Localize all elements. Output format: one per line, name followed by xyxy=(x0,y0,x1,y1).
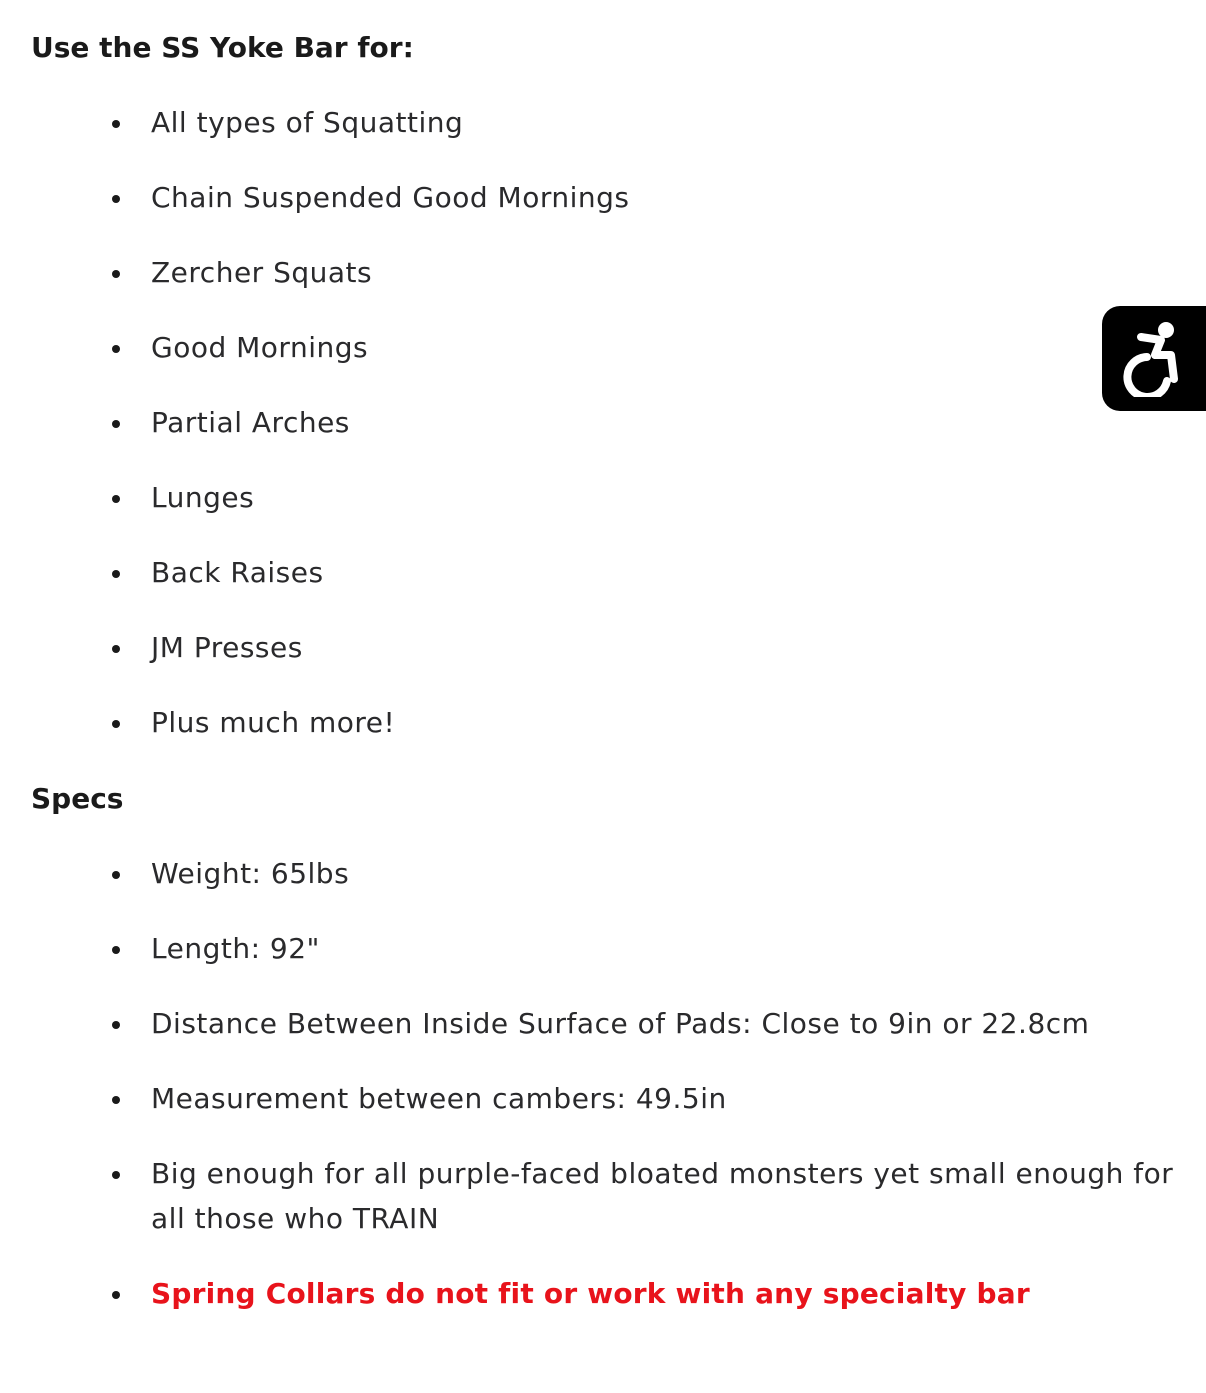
list-item: Back Raises xyxy=(31,550,1181,595)
warning-item: Spring Collars do not fit or work with any specialty bar xyxy=(31,1271,1181,1316)
list-item: Partial Arches xyxy=(31,400,1181,445)
list-item: Measurement between cambers: 49.5in xyxy=(31,1076,1181,1121)
list-item: Distance Between Inside Surface of Pads: Close to 9in or 22.8cm xyxy=(31,1001,1181,1046)
list-item: JM Presses xyxy=(31,625,1181,670)
use-list xyxy=(31,100,1181,775)
list-item: Good Mornings xyxy=(31,325,1181,370)
list-item: All types of Squatting xyxy=(31,100,1181,145)
accessibility-icon xyxy=(1121,321,1187,397)
use-heading: Use the SS Yoke Bar for: xyxy=(31,31,414,64)
list-item: Plus much more! xyxy=(31,700,1181,745)
list-item: Big enough for all purple-faced bloated monsters yet small enough for all those who TRAIN xyxy=(31,1151,1181,1241)
list-item: Length: 92" xyxy=(31,926,1181,971)
specs-heading: Specs xyxy=(31,782,124,815)
list-item: Weight: 65lbs xyxy=(31,851,1181,896)
specs-list xyxy=(31,851,1181,1346)
list-item: Lunges xyxy=(31,475,1181,520)
list-item: Zercher Squats xyxy=(31,250,1181,295)
list-item: Chain Suspended Good Mornings xyxy=(31,175,1181,220)
accessibility-button[interactable] xyxy=(1102,306,1206,411)
